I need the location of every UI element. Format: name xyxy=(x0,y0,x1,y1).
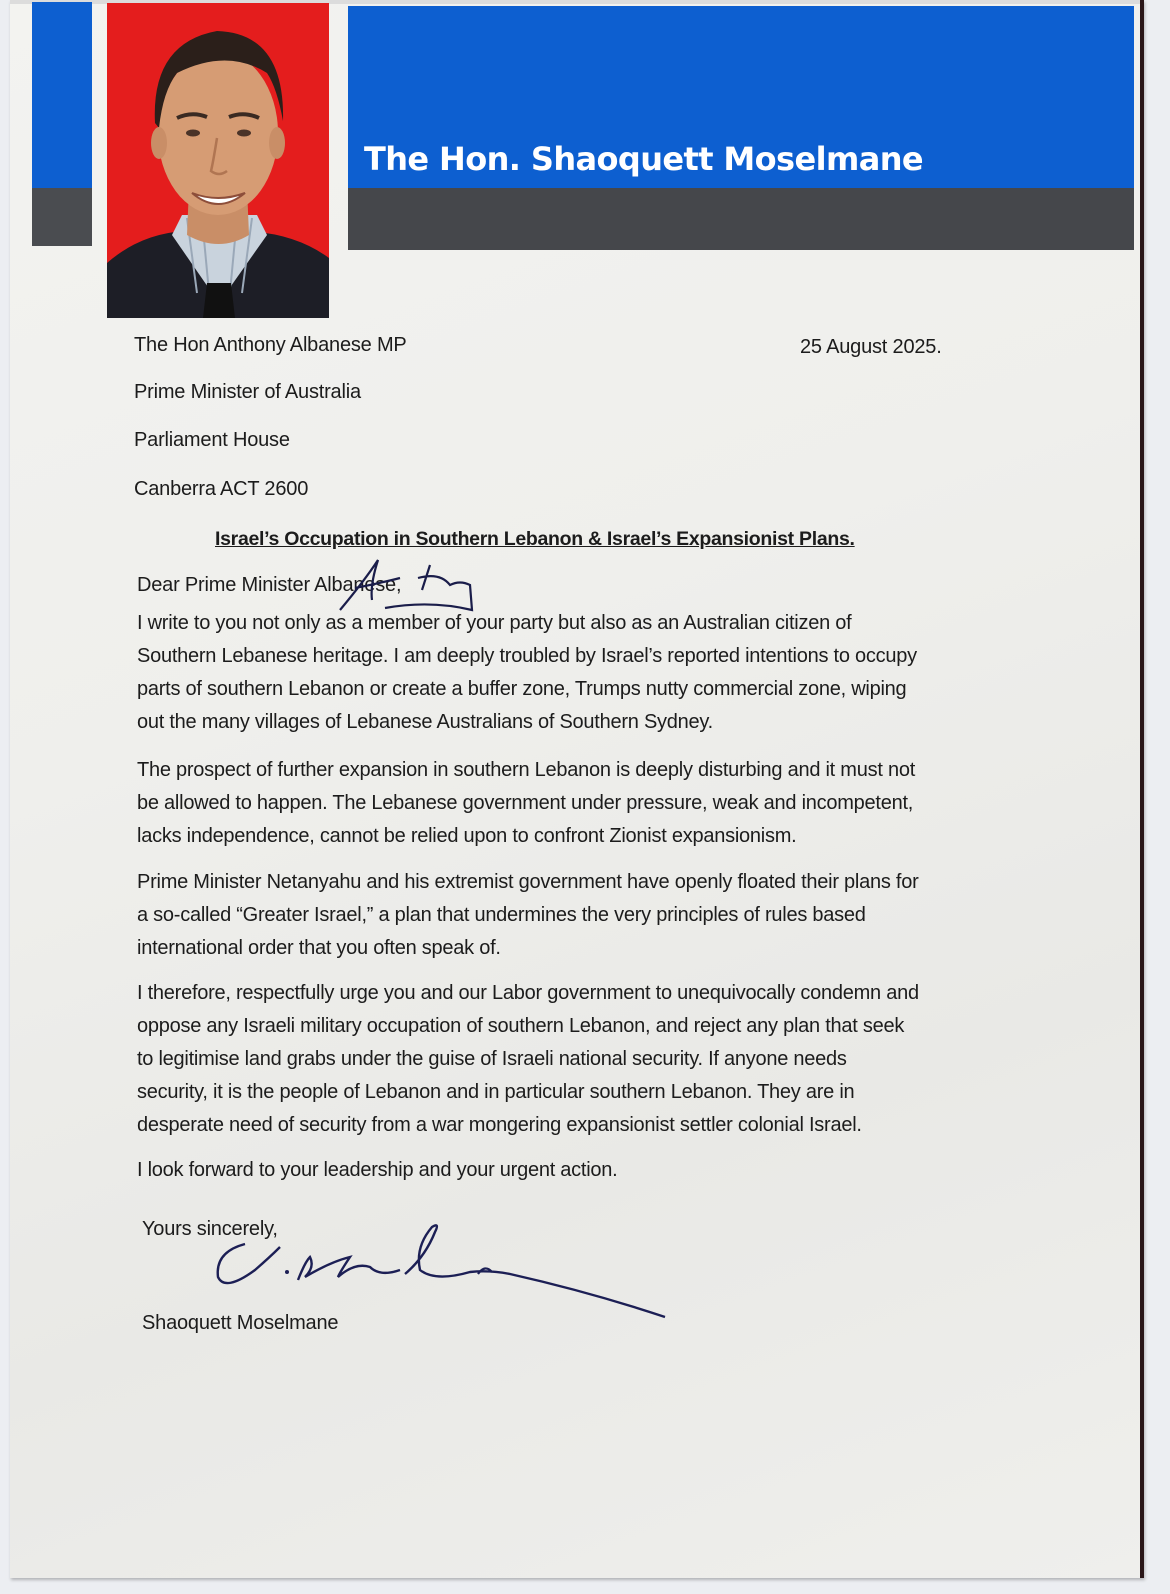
recipient-line: Canberra ACT 2600 xyxy=(134,478,309,500)
letter-subject: Israel’s Occupation in Southern Lebanon & Israel’s Expansionist Plans. xyxy=(215,528,855,550)
body-line: to legitimise land grabs under the guise of Israeli national security. If anyone needs xyxy=(137,1048,847,1070)
body-line: be allowed to happen. The Lebanese government under pressure, weak and incompetent, xyxy=(137,792,914,814)
body-line: international order that you often speak of. xyxy=(137,937,501,959)
body-line: a so-called “Greater Israel,” a plan that undermines the very principles of rules based xyxy=(137,904,866,926)
body-paragraph xyxy=(137,754,915,853)
body-paragraph xyxy=(137,866,919,965)
body-line: Prime Minister Netanyahu and his extremist government have openly floated their plans for xyxy=(137,871,919,893)
salutation: Dear Prime Minister Albanese, xyxy=(137,574,402,596)
body-line: I therefore, respectfully urge you and our Labor government to unequivocally condemn and xyxy=(137,982,919,1004)
recipient-line: Parliament House xyxy=(134,429,290,451)
portrait-illustration xyxy=(107,3,329,318)
body-line: desperate need of security from a war mongering expansionist settler colonial Israel. xyxy=(137,1114,862,1136)
body-line: out the many villages of Lebanese Australians of Southern Sydney. xyxy=(137,711,713,733)
letter-date: 25 August 2025. xyxy=(800,336,942,358)
body-paragraph xyxy=(137,607,917,739)
recipient-line: Prime Minister of Australia xyxy=(134,381,361,403)
letterhead-left-blue-bar xyxy=(32,2,92,188)
portrait-photo xyxy=(107,3,329,318)
body-line: I look forward to your leadership and your urgent action. xyxy=(137,1159,618,1181)
body-line: security, it is the people of Lebanon and in particular southern Lebanon. They are in xyxy=(137,1081,855,1103)
body-line: The prospect of further expansion in southern Lebanon is deeply disturbing and it must not xyxy=(137,759,915,781)
signature xyxy=(210,1222,670,1322)
body-line: oppose any Israeli military occupation of southern Lebanon, and reject any plan that seek xyxy=(137,1015,905,1037)
recipient-line: The Hon Anthony Albanese MP xyxy=(134,334,407,356)
signatory-name: Shaoquett Moselmane xyxy=(142,1312,339,1334)
body-line: I write to you not only as a member of your party but also as an Australian citizen of xyxy=(137,612,852,634)
letterhead-banner-grey xyxy=(348,188,1134,250)
body-paragraph xyxy=(137,977,919,1142)
letterhead-left-grey-bar xyxy=(32,188,92,246)
letter-page xyxy=(10,0,1144,1578)
letterhead-name: The Hon. Shaoquett Moselmane xyxy=(364,140,923,178)
body-line: Southern Lebanese heritage. I am deeply troubled by Israel’s reported intentions to occupy xyxy=(137,645,917,667)
body-line: lacks independence, cannot be relied upon to confront Zionist expansionism. xyxy=(137,825,797,847)
body-line: parts of southern Lebanon or create a buffer zone, Trumps nutty commercial zone, wiping xyxy=(137,678,907,700)
closing: Yours sincerely, xyxy=(142,1218,278,1240)
body-paragraph xyxy=(137,1154,617,1187)
